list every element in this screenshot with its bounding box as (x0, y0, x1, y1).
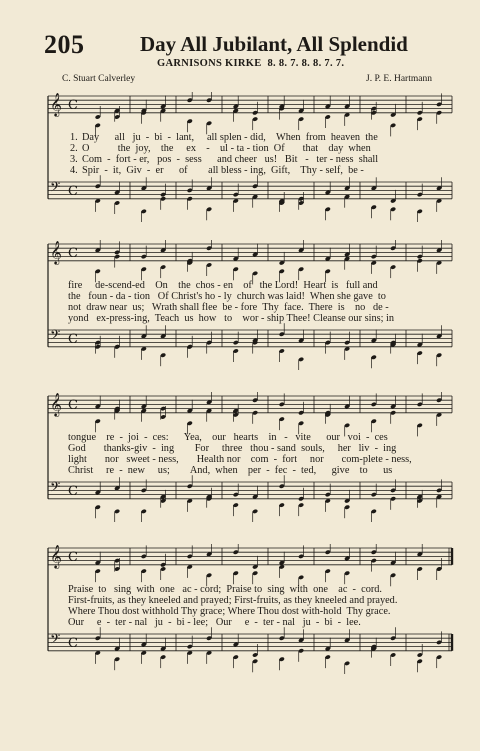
lyric-text: Where Thou dost withhold Thy grace; Where Thou dost with-hold Thy grace. (68, 606, 391, 617)
time-signature-c: C (68, 184, 78, 199)
time-signature-c: C (68, 398, 78, 413)
lyric-line (68, 617, 444, 629)
lyric-text: O the joy, the ex - ul - ta - tion Of that day when (82, 143, 371, 154)
lyric-text: First-fruits, as they kneeled and prayed; First-fruits, as they kneeled and prayed. (68, 595, 398, 606)
bass-clef-icon: 𝄢 (50, 479, 61, 498)
treble-clef-icon: 𝄞 (50, 392, 62, 416)
time-signature-c: C (68, 332, 78, 347)
tune-name: GARNISONS KIRKE (157, 58, 262, 69)
lyric-text: Day all ju - bi - lant, all splen - did, When from heaven the (82, 132, 378, 143)
music-system-1 (0, 92, 480, 222)
lyric-text: Our e - ter - nal ju - bi - lee; Our e - ter - nal ju - bi - lee. (68, 617, 361, 628)
music-system-4 (0, 544, 480, 674)
treble-clef-icon: 𝄞 (50, 240, 62, 264)
lyric-text: God thanks-giv - ing For three thou - sand souls, her liv - ing (68, 443, 397, 454)
hymn-number: 205 (44, 30, 85, 59)
lyric-line (70, 165, 446, 177)
lyric-line (68, 465, 444, 477)
tune-line (157, 58, 344, 69)
music-system-2 (0, 240, 480, 370)
verse-number: 1. (70, 132, 78, 143)
lyric-text: fire de-scend-ed On the chos - en of the Lord! Heart is full and (68, 280, 378, 291)
bass-clef-icon: 𝄢 (50, 179, 61, 198)
time-signature-c: C (68, 98, 78, 113)
lyric-text: light nor sweet - ness, Health nor com - fort nor com-plete - ness, (68, 454, 412, 465)
treble-clef-icon: 𝄞 (50, 92, 62, 116)
treble-clef-icon: 𝄞 (50, 544, 62, 568)
time-signature-c: C (68, 484, 78, 499)
lyric-text: Praise to sing with one ac - cord; Praise to sing with one ac - cord. (68, 584, 382, 595)
verse-number: 2. (70, 143, 78, 154)
lyric-line (68, 313, 444, 325)
time-signature-c: C (68, 636, 78, 651)
verse-number: 4. (70, 165, 78, 176)
composer-credit: J. P. E. Hartmann (366, 74, 432, 84)
hymn-title: Day All Jubilant, All Splendid (140, 32, 408, 56)
lyric-text: Com - fort - er, pos - sess and cheer us! Bit - ter - ness shall (82, 154, 379, 165)
lyric-text: not draw near us; Wrath shall flee be - fore Thy face. There is no de - (68, 302, 389, 313)
lyric-text: Christ re - new us; And, when per - fec - ted, give to us (68, 465, 393, 476)
verse-number: 3. (70, 154, 78, 165)
author-credit: C. Stuart Calverley (62, 74, 136, 84)
meter: 8. 8. 7. 8. 8. 7. 7. (267, 58, 345, 69)
lyric-text: the foun - da - tion Of Christ's ho - ly church was laid! When she gave to (68, 291, 386, 302)
lyric-text: tongue re - joi - ces: Yea, our hearts in - vite our voi - ces (68, 432, 388, 443)
time-signature-c: C (68, 550, 78, 565)
bass-clef-icon: 𝄢 (50, 327, 61, 346)
music-system-3 (0, 392, 480, 522)
bass-clef-icon: 𝄢 (50, 631, 61, 650)
lyric-text: yond ex-press-ing, Teach us how to wor - ship Thee! Cleanse our sins; in (68, 313, 395, 324)
time-signature-c: C (68, 246, 78, 261)
lyric-text: Spir - it, Giv - er of all bless - ing, Gift, Thy - self, be - (82, 165, 364, 176)
